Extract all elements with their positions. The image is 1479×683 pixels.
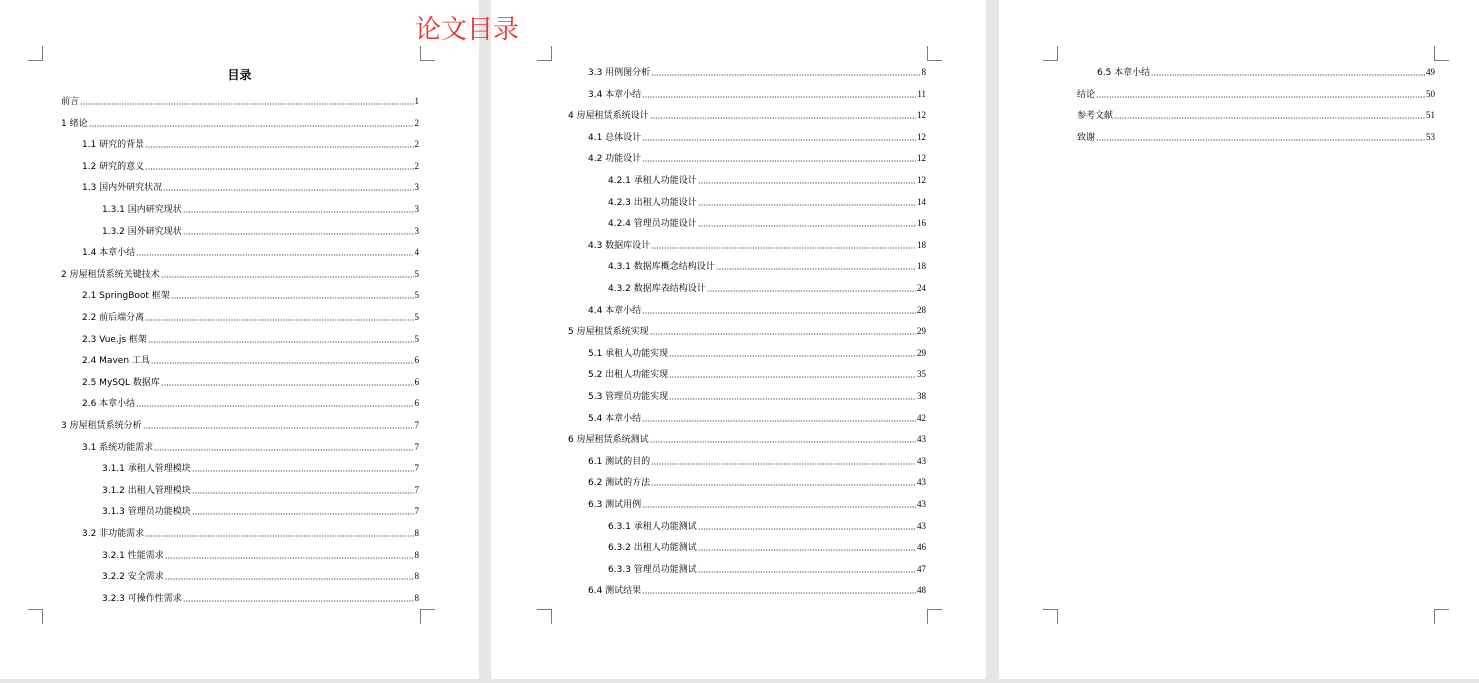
toc-entry[interactable] (102, 570, 419, 583)
toc-entry[interactable] (102, 203, 419, 216)
toc-entry-title: 3.1 系统功能需求 (82, 442, 154, 453)
toc-entry[interactable] (588, 66, 926, 79)
toc-dot-leader (89, 125, 414, 127)
toc-dot-leader (1114, 117, 1425, 119)
toc-dot-leader (651, 74, 920, 76)
toc-entry-title: 4 房屋租赁系统设计 (568, 111, 649, 122)
toc-dot-leader (698, 528, 916, 530)
toc-entry-title: 1 绪论 (61, 118, 88, 129)
toc-entry[interactable] (82, 527, 419, 540)
toc-dot-leader (183, 211, 414, 213)
toc-dot-leader (650, 333, 916, 335)
toc-entry-page-number: 29 (917, 347, 926, 358)
toc-entry-page-number: 7 (414, 441, 419, 452)
toc-entry-page-number: 53 (1426, 131, 1435, 142)
toc-entry-page-number: 46 (917, 542, 926, 553)
toc-entry[interactable] (82, 181, 419, 194)
toc-entry[interactable] (82, 397, 419, 410)
toc-entry-title: 2.5 MySQL 数据库 (82, 377, 160, 388)
toc-entry-page-number: 50 (1426, 88, 1435, 99)
toc-dot-leader (145, 319, 413, 321)
toc-dot-leader (161, 276, 414, 278)
toc-dot-leader (651, 484, 916, 486)
toc-entry[interactable] (102, 484, 419, 497)
toc-dot-leader (171, 297, 414, 299)
toc-entry[interactable] (608, 282, 926, 295)
toc-entry-page-number: 43 (917, 499, 926, 509)
toc-entry-title: 4.1 总体设计 (588, 132, 642, 143)
toc-entry-title: 6.3.1 承租人功能测试 (608, 521, 697, 532)
crop-mark (537, 609, 552, 624)
toc-dot-leader (151, 362, 414, 364)
toc-entry[interactable] (568, 325, 926, 338)
toc-entry-title: 6.4 测试结果 (588, 586, 642, 597)
toc-entry[interactable] (608, 563, 926, 576)
toc-entry-title: 1.2 研究的意义 (82, 161, 145, 172)
toc-entry-page-number: 18 (917, 239, 926, 250)
toc-dot-leader (165, 557, 414, 559)
toc-dot-leader (698, 204, 916, 206)
toc-entry[interactable] (588, 152, 926, 165)
toc-entry-title: 1.4 本章小结 (82, 248, 136, 259)
overlay-title: 论文目录 (415, 15, 520, 45)
toc-entry-title: 4.3.2 数据库表结构设计 (608, 284, 706, 294)
toc-dot-leader (669, 376, 916, 378)
toc-dot-leader (165, 578, 414, 580)
crop-mark (1043, 46, 1058, 61)
toc-entry-page-number: 35 (917, 369, 926, 380)
toc-dot-leader (192, 492, 414, 494)
toc-entry[interactable] (608, 196, 926, 209)
toc-entry-page-number: 43 (917, 520, 926, 531)
toc-entry-title: 6 房屋租赁系统测试 (568, 435, 649, 446)
toc-dot-leader (707, 290, 916, 292)
toc-entry[interactable] (102, 592, 419, 605)
toc-entry[interactable] (1097, 66, 1435, 79)
toc-entry-page-number: 7 (414, 506, 419, 517)
toc-dot-leader (145, 535, 413, 537)
toc-entry-title: 6.5 本章小结 (1097, 68, 1151, 78)
toc-entry[interactable] (588, 390, 926, 403)
document-page-2 (491, 0, 986, 679)
toc-dot-leader (698, 225, 916, 227)
toc-entry-page-number: 6 (414, 355, 419, 366)
toc-dot-leader (1096, 139, 1425, 141)
toc-entry-title: 4.2.1 承租人功能设计 (608, 176, 697, 186)
toc-entry[interactable] (61, 419, 419, 432)
toc-entry[interactable] (608, 217, 926, 230)
toc-entry-page-number: 18 (917, 261, 926, 272)
toc-entry[interactable] (102, 462, 419, 475)
toc-dot-leader (1151, 74, 1425, 76)
toc-dot-leader (136, 405, 413, 407)
toc-entry[interactable] (82, 441, 419, 454)
toc-entry-page-number: 12 (917, 131, 926, 142)
toc-entry[interactable] (588, 412, 926, 425)
toc-entry[interactable] (588, 498, 926, 511)
toc-entry-title: 3.1.3 管理员功能模块 (102, 507, 191, 518)
toc-dot-leader (642, 139, 916, 141)
toc-entry-title: 4.2 功能设计 (588, 154, 642, 165)
toc-entry[interactable] (588, 304, 926, 317)
toc-dot-leader (642, 312, 916, 314)
toc-entry-title: 3.1.2 出租人管理模块 (102, 485, 191, 496)
toc-dot-leader (642, 420, 916, 422)
toc-entry-title: 6.2 测试的方法 (588, 478, 651, 489)
toc-entry-page-number: 6 (414, 398, 419, 409)
toc-dot-leader (642, 506, 916, 508)
toc-entry-title: 1.3 国内外研究状况 (82, 183, 163, 194)
toc-entry-title: 3.2 非功能需求 (82, 529, 145, 539)
toc-entry[interactable] (102, 549, 419, 562)
toc-entry-title: 2.6 本章小结 (82, 399, 136, 410)
toc-entry-page-number: 8 (414, 528, 419, 538)
toc-entry-page-number: 42 (917, 412, 926, 423)
crop-mark (420, 609, 435, 624)
toc-entry-title: 3.2.1 性能需求 (102, 550, 164, 561)
toc-entry[interactable] (568, 109, 926, 122)
toc-entry-page-number: 2 (414, 117, 419, 128)
toc-entry-page-number: 49 (1426, 67, 1435, 77)
toc-entry-title: 2.2 前后端分离 (82, 313, 145, 323)
toc-dot-leader (650, 441, 916, 443)
document-page-1 (0, 0, 479, 679)
toc-entry-page-number: 8 (414, 549, 419, 560)
toc-entry-page-number: 8 (921, 67, 926, 77)
toc-entry[interactable] (1077, 131, 1435, 144)
toc-dot-leader (698, 571, 916, 573)
toc-entry-page-number: 29 (917, 326, 926, 337)
toc-entry[interactable] (61, 95, 419, 108)
toc-dot-leader (192, 513, 414, 515)
toc-dot-leader (145, 146, 413, 148)
toc-entry-title: 4.3.1 数据库概念结构设计 (608, 262, 715, 273)
toc-entry-title: 结论 (1077, 89, 1096, 100)
toc-entry-page-number: 38 (917, 391, 926, 401)
toc-entry-page-number: 28 (917, 304, 926, 315)
toc-entry-page-number: 4 (414, 247, 419, 258)
toc-entry-title: 5.2 出租人功能实现 (588, 370, 669, 381)
toc-dot-leader (669, 398, 916, 400)
toc-heading: 目录 (227, 68, 252, 82)
toc-entry-title: 5.3 管理员功能实现 (588, 392, 669, 402)
toc-entry-title: 6.3 测试用例 (588, 500, 642, 510)
crop-mark (1043, 609, 1058, 624)
toc-dot-leader (136, 254, 413, 256)
toc-entry[interactable] (82, 311, 419, 324)
toc-entry[interactable] (1077, 109, 1435, 122)
toc-entry[interactable] (588, 368, 926, 381)
toc-entry[interactable] (608, 260, 926, 273)
crop-mark (420, 46, 435, 61)
toc-dot-leader (161, 384, 414, 386)
toc-entry-page-number: 2 (414, 139, 419, 150)
toc-entry-page-number: 3 (414, 204, 419, 214)
toc-entry-title: 6.3.3 管理员功能测试 (608, 564, 697, 575)
toc-entry[interactable] (82, 333, 419, 346)
toc-entry[interactable] (82, 354, 419, 367)
toc-entry-page-number: 11 (917, 88, 926, 99)
toc-entry[interactable] (61, 268, 419, 281)
toc-entry[interactable] (82, 160, 419, 173)
toc-entry-title: 3.3 用例图分析 (588, 68, 651, 78)
toc-dot-leader (183, 600, 414, 602)
toc-entry-page-number: 14 (917, 196, 926, 207)
toc-dot-leader (642, 592, 916, 594)
crop-mark (1434, 46, 1449, 61)
toc-entry-page-number: 12 (917, 153, 926, 164)
toc-entry[interactable] (82, 289, 419, 302)
toc-entry-title: 6.1 测试的目的 (588, 456, 651, 467)
toc-entry-page-number: 12 (917, 110, 926, 121)
crop-mark (927, 46, 942, 61)
toc-entry-page-number: 48 (917, 585, 926, 596)
toc-dot-leader (669, 355, 916, 357)
toc-entry[interactable] (61, 117, 419, 130)
toc-entry-page-number: 5 (414, 290, 419, 301)
toc-entry-page-number: 16 (917, 218, 926, 229)
toc-entry-title: 5.1 承租人功能实现 (588, 348, 669, 359)
toc-entry-title: 6.3.2 出租人功能测试 (608, 543, 697, 554)
document-page-3 (999, 0, 1479, 679)
toc-entry[interactable] (608, 520, 926, 533)
toc-entry[interactable] (82, 376, 419, 389)
toc-entry-page-number: 51 (1426, 110, 1435, 121)
toc-dot-leader (192, 470, 414, 472)
toc-entry-page-number: 3 (414, 225, 419, 236)
toc-entry[interactable] (588, 131, 926, 144)
toc-dot-leader (148, 341, 414, 343)
toc-entry-page-number: 7 (414, 420, 419, 430)
toc-entry[interactable] (588, 455, 926, 468)
toc-entry[interactable] (588, 347, 926, 360)
toc-entry[interactable] (588, 239, 926, 252)
toc-entry-page-number: 12 (917, 175, 926, 185)
toc-entry[interactable] (82, 246, 419, 259)
toc-entry-title: 4.2.4 管理员功能设计 (608, 219, 697, 230)
toc-dot-leader (80, 103, 413, 105)
toc-entry-page-number: 43 (917, 455, 926, 466)
toc-entry-title: 2.1 SpringBoot 框架 (82, 291, 170, 302)
toc-entry-page-number: 5 (414, 268, 419, 279)
toc-entry-title: 3.2.2 安全需求 (102, 572, 164, 583)
toc-dot-leader (154, 449, 413, 451)
crop-mark (1434, 609, 1449, 624)
toc-dot-leader (183, 233, 414, 235)
toc-entry-page-number: 5 (414, 333, 419, 344)
toc-dot-leader (642, 160, 916, 162)
toc-dot-leader (698, 549, 916, 551)
toc-entry-title: 4.2.3 出租人功能设计 (608, 197, 697, 208)
toc-entry-page-number: 43 (917, 477, 926, 488)
toc-entry-page-number: 8 (414, 571, 419, 582)
toc-entry-title: 3.1.1 承租人管理模块 (102, 464, 191, 475)
toc-entry-page-number: 6 (414, 376, 419, 387)
toc-entry-title: 1.1 研究的背景 (82, 140, 145, 151)
toc-dot-leader (651, 247, 916, 249)
toc-entry-title: 1.3.2 国外研究现状 (102, 226, 182, 237)
toc-entry-page-number: 2 (414, 160, 419, 171)
toc-dot-leader (716, 268, 916, 270)
toc-entry-title: 2.3 Vue.js 框架 (82, 334, 147, 345)
crop-mark (537, 46, 552, 61)
toc-dot-leader (651, 463, 916, 465)
toc-entry-page-number: 7 (414, 463, 419, 474)
toc-entry-title: 4.3 数据库设计 (588, 240, 651, 251)
toc-dot-leader (143, 427, 414, 429)
toc-dot-leader (698, 182, 916, 184)
toc-entry[interactable] (608, 541, 926, 554)
toc-dot-leader (650, 117, 916, 119)
crop-mark (28, 46, 43, 61)
crop-mark (28, 609, 43, 624)
toc-dot-leader (145, 168, 413, 170)
toc-dot-leader (163, 189, 413, 191)
toc-dot-leader (1096, 96, 1425, 98)
toc-entry-title: 2 房屋租赁系统关键技术 (61, 269, 160, 280)
toc-entry-page-number: 47 (917, 563, 926, 574)
toc-entry-title: 4.4 本章小结 (588, 305, 642, 316)
toc-entry-title: 参考文献 (1077, 111, 1114, 122)
toc-entry[interactable] (588, 88, 926, 101)
toc-entry-title: 5 房屋租赁系统实现 (568, 327, 649, 338)
toc-entry[interactable] (588, 476, 926, 489)
toc-entry-page-number: 43 (917, 434, 926, 445)
toc-entry-page-number: 8 (414, 592, 419, 603)
toc-entry[interactable] (102, 505, 419, 518)
toc-entry-title: 3.2.3 可操作性需求 (102, 593, 182, 604)
crop-mark (927, 609, 942, 624)
toc-entry[interactable] (1077, 88, 1435, 101)
toc-entry-page-number: 3 (414, 182, 419, 193)
toc-entry[interactable] (588, 584, 926, 597)
toc-entry[interactable] (568, 433, 926, 446)
toc-entry-page-number: 24 (917, 283, 926, 293)
toc-entry-page-number: 5 (414, 312, 419, 322)
toc-entry-title: 3 房屋租赁系统分析 (61, 421, 142, 431)
toc-entry[interactable] (82, 138, 419, 151)
toc-entry-title: 5.4 本章小结 (588, 413, 642, 424)
toc-entry-title: 3.4 本章小结 (588, 89, 642, 100)
toc-entry-page-number: 7 (414, 484, 419, 495)
toc-dot-leader (642, 96, 916, 98)
toc-entry-title: 1.3.1 国内研究现状 (102, 205, 182, 215)
toc-entry-title: 致谢 (1077, 132, 1096, 143)
toc-entry[interactable] (102, 225, 419, 238)
toc-entry-title: 2.4 Maven 工具 (82, 356, 150, 367)
toc-entry[interactable] (608, 174, 926, 187)
toc-entry-page-number: 1 (414, 96, 419, 106)
toc-entry-title: 前言 (61, 97, 80, 107)
